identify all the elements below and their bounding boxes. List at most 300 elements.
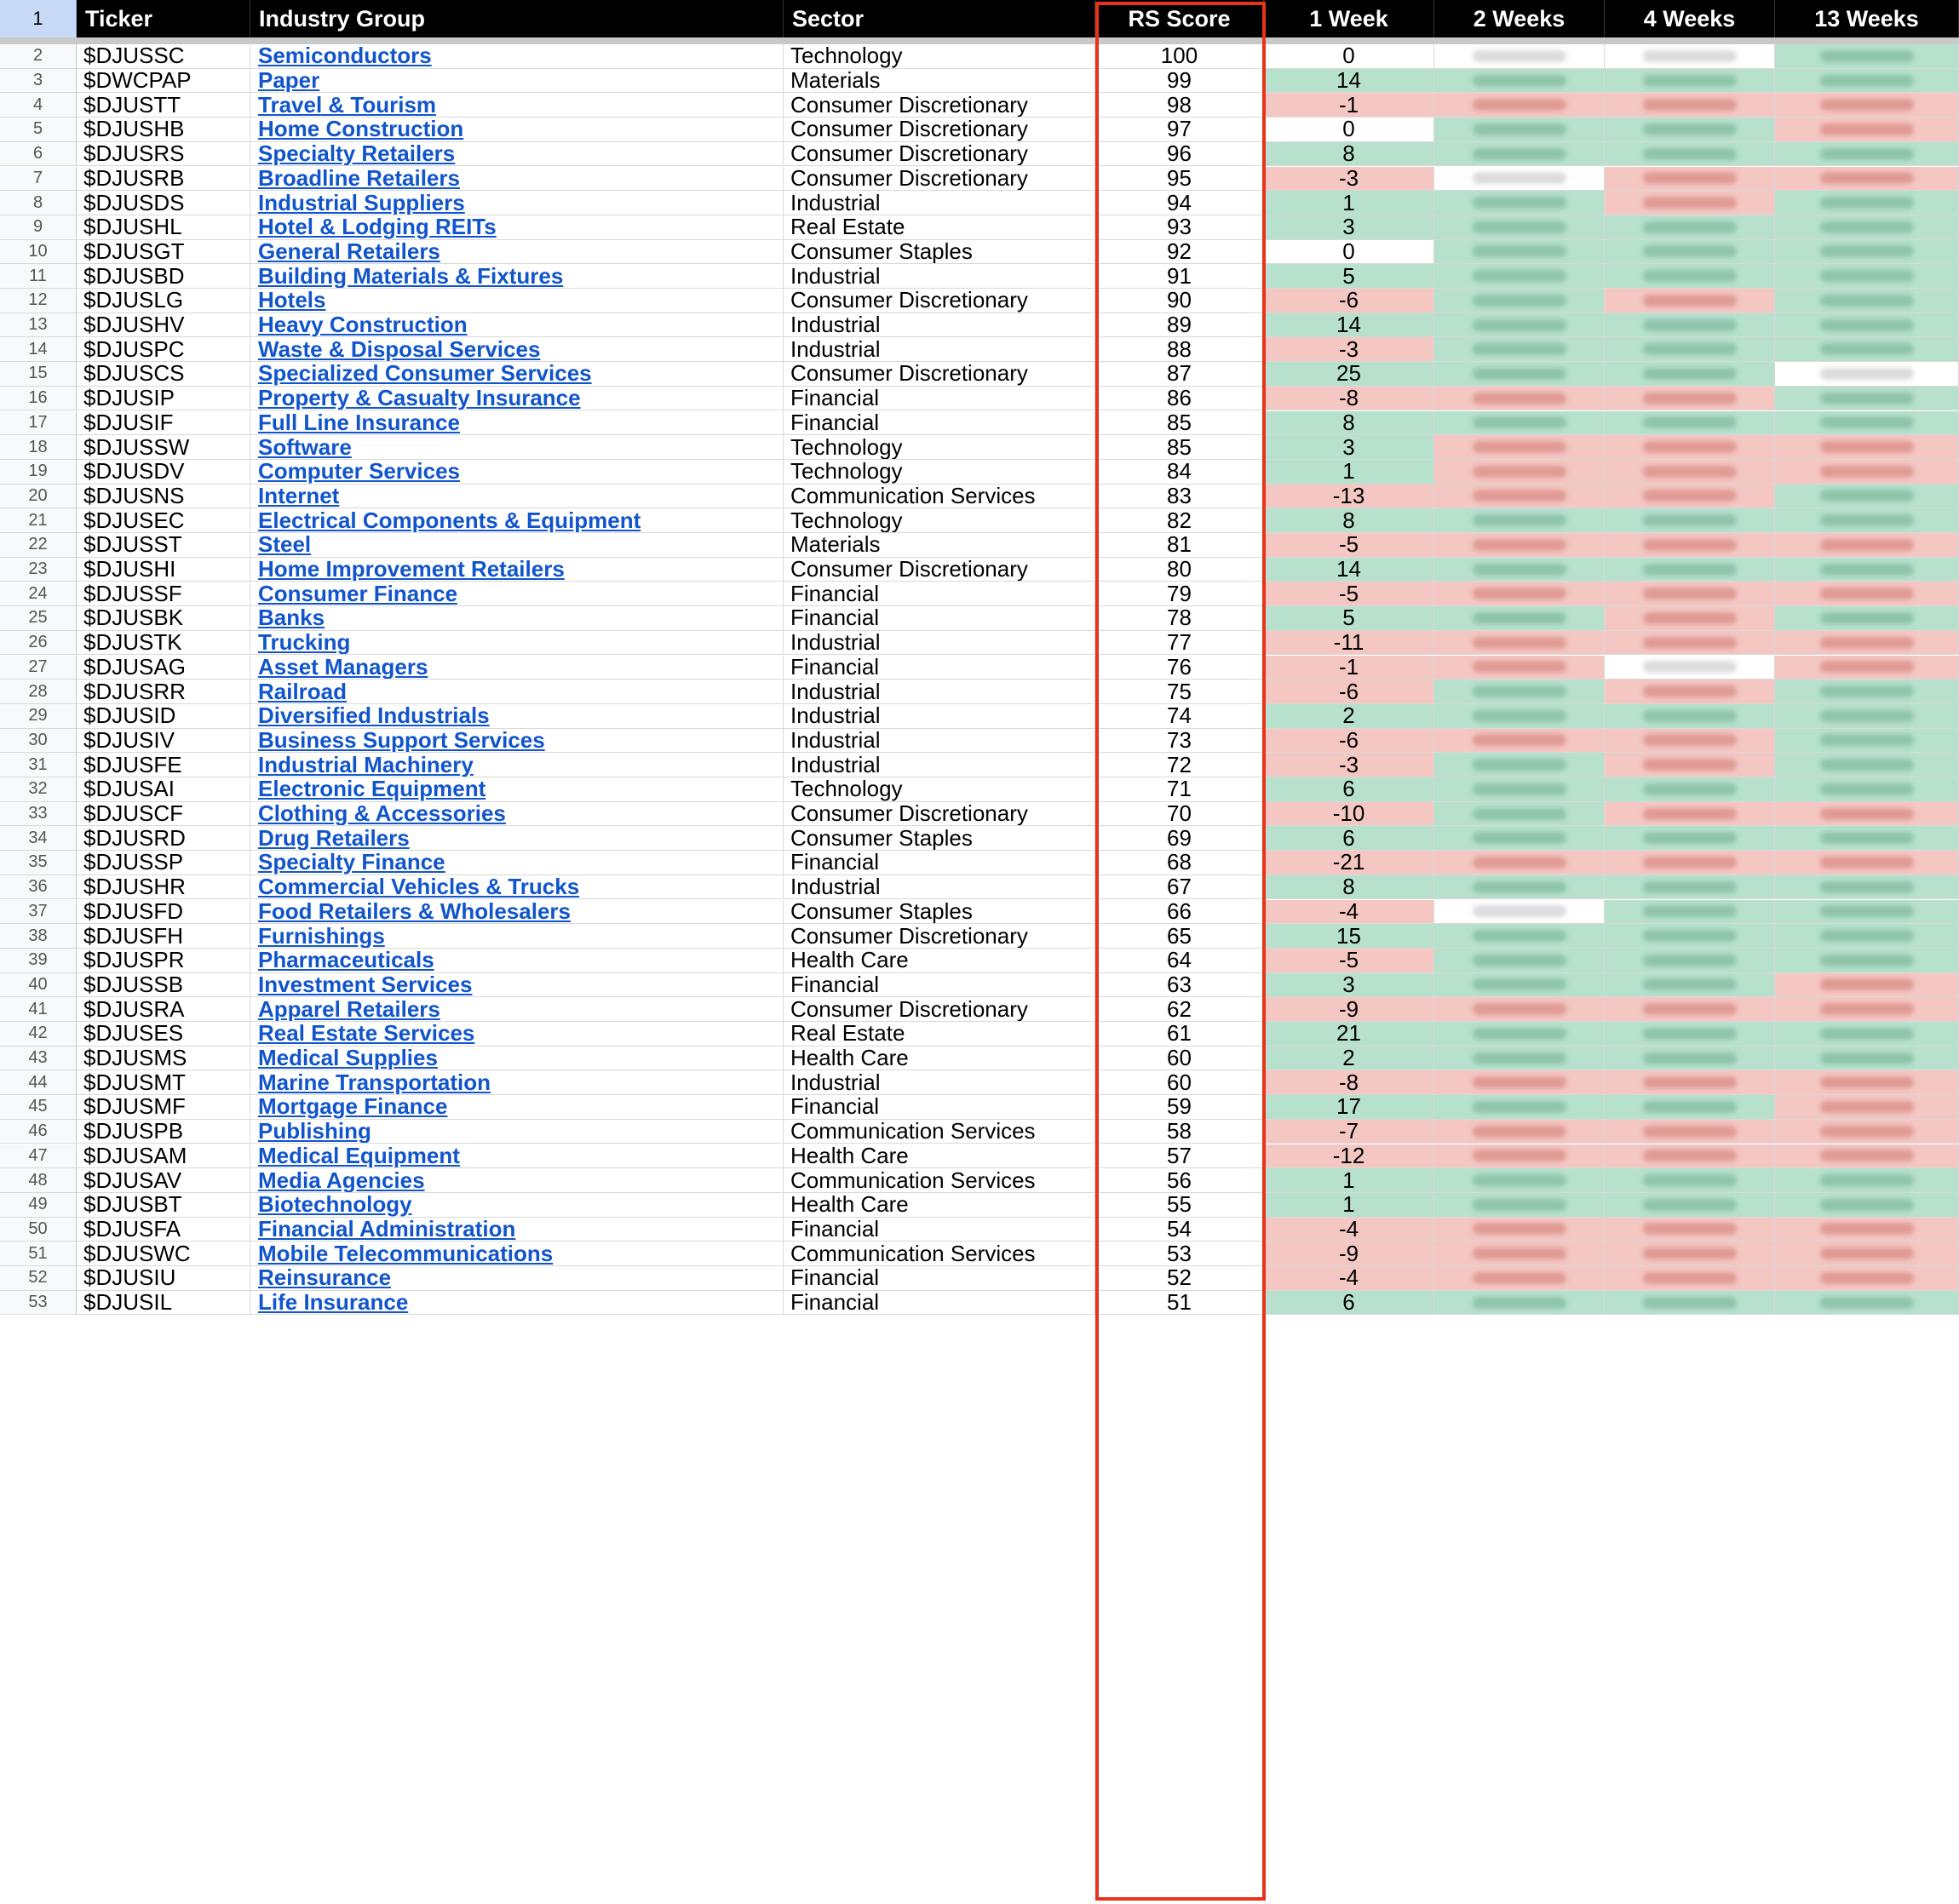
week2-change-cell[interactable] xyxy=(1434,191,1605,215)
row-number[interactable]: 15 xyxy=(0,362,77,387)
industry-group-cell[interactable] xyxy=(250,1047,784,1071)
ticker-cell[interactable]: $DJUSPB xyxy=(77,1120,250,1144)
industry-group-link[interactable]: Specialty Retailers xyxy=(258,141,456,167)
week13-change-cell[interactable] xyxy=(1775,606,1959,631)
column-header-2-weeks[interactable]: 2 Weeks xyxy=(1434,0,1605,37)
week2-change-cell[interactable] xyxy=(1434,704,1605,729)
week4-change-cell[interactable] xyxy=(1605,411,1775,436)
week1-change-cell[interactable]: 6 xyxy=(1264,826,1434,851)
industry-group-cell[interactable] xyxy=(250,802,784,827)
sector-cell[interactable]: Technology xyxy=(784,777,1095,802)
row-number[interactable]: 23 xyxy=(0,558,77,582)
industry-group-link[interactable]: Medical Equipment xyxy=(258,1144,460,1168)
week1-change-cell[interactable]: 2 xyxy=(1264,1047,1434,1071)
week2-change-cell[interactable] xyxy=(1434,93,1605,118)
week4-change-cell[interactable] xyxy=(1605,680,1775,704)
industry-group-cell[interactable] xyxy=(250,485,784,509)
industry-group-cell[interactable] xyxy=(250,656,784,680)
ticker-cell[interactable]: $DJUSHR xyxy=(77,875,250,900)
sector-cell[interactable]: Consumer Discretionary xyxy=(784,802,1095,827)
row-number[interactable]: 4 xyxy=(0,93,77,118)
ticker-cell[interactable]: $DJUSSW xyxy=(77,435,250,460)
rs-score-cell[interactable]: 56 xyxy=(1095,1168,1264,1193)
rs-score-cell[interactable]: 97 xyxy=(1095,118,1264,142)
column-header-sector[interactable]: Sector xyxy=(784,0,1095,37)
rs-score-cell[interactable]: 52 xyxy=(1095,1266,1264,1291)
week1-change-cell[interactable]: -13 xyxy=(1264,485,1434,509)
week1-change-cell[interactable]: -12 xyxy=(1264,1144,1434,1169)
week1-change-cell[interactable]: 3 xyxy=(1264,435,1434,460)
sector-cell[interactable]: Financial xyxy=(784,1095,1095,1120)
row-number[interactable]: 5 xyxy=(0,118,77,142)
week13-change-cell[interactable] xyxy=(1775,631,1959,656)
rs-score-cell[interactable]: 66 xyxy=(1095,900,1264,925)
sector-cell[interactable]: Consumer Discretionary xyxy=(784,118,1095,142)
industry-group-cell[interactable] xyxy=(250,826,784,851)
row-number[interactable]: 14 xyxy=(0,337,77,362)
week13-change-cell[interactable] xyxy=(1775,508,1959,533)
industry-group-cell[interactable] xyxy=(250,191,784,215)
sector-cell[interactable]: Health Care xyxy=(784,1193,1095,1218)
row-number[interactable]: 53 xyxy=(0,1291,77,1316)
week2-change-cell[interactable] xyxy=(1434,167,1605,192)
industry-group-link[interactable]: Railroad xyxy=(258,680,348,704)
industry-group-cell[interactable] xyxy=(250,1120,784,1144)
week13-change-cell[interactable] xyxy=(1775,1291,1959,1316)
week4-change-cell[interactable] xyxy=(1605,289,1775,313)
row-number[interactable]: 3 xyxy=(0,69,77,94)
week2-change-cell[interactable] xyxy=(1434,215,1605,240)
week1-change-cell[interactable]: -3 xyxy=(1264,167,1434,192)
sector-cell[interactable]: Financial xyxy=(784,973,1095,998)
industry-group-link[interactable]: Commercial Vehicles & Trucks xyxy=(258,875,580,900)
week2-change-cell[interactable] xyxy=(1434,337,1605,362)
week2-change-cell[interactable] xyxy=(1434,508,1605,533)
sector-cell[interactable]: Industrial xyxy=(784,1070,1095,1095)
week13-change-cell[interactable] xyxy=(1775,44,1959,69)
week4-change-cell[interactable] xyxy=(1605,215,1775,240)
week4-change-cell[interactable] xyxy=(1605,485,1775,509)
industry-group-cell[interactable] xyxy=(250,387,784,411)
sector-cell[interactable]: Industrial xyxy=(784,729,1095,754)
industry-group-cell[interactable] xyxy=(250,631,784,656)
week13-change-cell[interactable] xyxy=(1775,875,1959,900)
industry-group-cell[interactable] xyxy=(250,973,784,998)
industry-group-link[interactable]: General Retailers xyxy=(258,239,440,264)
column-header-industry-group[interactable]: Industry Group xyxy=(250,0,784,37)
ticker-cell[interactable]: $DJUSAI xyxy=(77,777,250,802)
industry-group-cell[interactable] xyxy=(250,289,784,313)
rs-score-cell[interactable]: 75 xyxy=(1095,680,1264,704)
week2-change-cell[interactable] xyxy=(1434,435,1605,460)
ticker-cell[interactable]: $DJUSPR xyxy=(77,949,250,973)
sector-cell[interactable]: Technology xyxy=(784,460,1095,485)
industry-group-cell[interactable] xyxy=(250,704,784,729)
row-number[interactable]: 30 xyxy=(0,729,77,754)
week13-change-cell[interactable] xyxy=(1775,411,1959,436)
industry-group-link[interactable]: Electronic Equipment xyxy=(258,777,486,802)
rs-score-cell[interactable]: 86 xyxy=(1095,387,1264,411)
industry-group-link[interactable]: Semiconductors xyxy=(258,44,432,69)
week1-change-cell[interactable]: -8 xyxy=(1264,1070,1434,1095)
week1-change-cell[interactable]: 6 xyxy=(1264,777,1434,802)
week4-change-cell[interactable] xyxy=(1605,362,1775,387)
industry-group-cell[interactable] xyxy=(250,949,784,973)
rs-score-cell[interactable]: 74 xyxy=(1095,704,1264,729)
row-number[interactable]: 37 xyxy=(0,900,77,925)
rs-score-cell[interactable]: 89 xyxy=(1095,313,1264,338)
row-number[interactable]: 50 xyxy=(0,1218,77,1242)
sector-cell[interactable]: Materials xyxy=(784,69,1095,94)
sector-cell[interactable]: Consumer Discretionary xyxy=(784,362,1095,387)
sector-cell[interactable]: Financial xyxy=(784,387,1095,411)
row-number[interactable]: 18 xyxy=(0,435,77,460)
week2-change-cell[interactable] xyxy=(1434,289,1605,313)
week1-change-cell[interactable]: 14 xyxy=(1264,313,1434,338)
week1-change-cell[interactable]: 0 xyxy=(1264,44,1434,69)
rs-score-cell[interactable]: 81 xyxy=(1095,533,1264,558)
industry-group-cell[interactable] xyxy=(250,606,784,631)
week4-change-cell[interactable] xyxy=(1605,606,1775,631)
sector-cell[interactable]: Industrial xyxy=(784,313,1095,338)
industry-group-link[interactable]: Travel & Tourism xyxy=(258,93,437,118)
ticker-cell[interactable]: $DJUSRR xyxy=(77,680,250,704)
sector-cell[interactable]: Consumer Staples xyxy=(784,240,1095,265)
industry-group-cell[interactable] xyxy=(250,313,784,338)
week4-change-cell[interactable] xyxy=(1605,851,1775,875)
week13-change-cell[interactable] xyxy=(1775,1095,1959,1120)
row-number[interactable]: 6 xyxy=(0,142,77,167)
week1-change-cell[interactable]: 1 xyxy=(1264,1168,1434,1193)
sector-cell[interactable]: Financial xyxy=(784,582,1095,606)
ticker-cell[interactable]: $DJUSAV xyxy=(77,1168,250,1193)
row-number[interactable]: 43 xyxy=(0,1047,77,1071)
row-number[interactable]: 13 xyxy=(0,313,77,338)
week2-change-cell[interactable] xyxy=(1434,1120,1605,1144)
row-number[interactable]: 7 xyxy=(0,167,77,192)
week1-change-cell[interactable]: 17 xyxy=(1264,1095,1434,1120)
week1-change-cell[interactable]: 6 xyxy=(1264,1291,1434,1316)
rs-score-cell[interactable]: 73 xyxy=(1095,729,1264,754)
ticker-cell[interactable]: $DJUSWC xyxy=(77,1242,250,1266)
sector-cell[interactable]: Consumer Discretionary xyxy=(784,289,1095,313)
week4-change-cell[interactable] xyxy=(1605,1070,1775,1095)
row-number[interactable]: 39 xyxy=(0,949,77,973)
week4-change-cell[interactable] xyxy=(1605,118,1775,142)
ticker-cell[interactable]: $DJUSRD xyxy=(77,826,250,851)
week13-change-cell[interactable] xyxy=(1775,729,1959,754)
sector-cell[interactable]: Communication Services xyxy=(784,1168,1095,1193)
row-number[interactable]: 17 xyxy=(0,411,77,436)
week1-change-cell[interactable]: -9 xyxy=(1264,997,1434,1022)
week1-change-cell[interactable]: -7 xyxy=(1264,1120,1434,1144)
rs-score-cell[interactable]: 83 xyxy=(1095,485,1264,509)
industry-group-link[interactable]: Medical Supplies xyxy=(258,1046,438,1071)
industry-group-cell[interactable] xyxy=(250,582,784,606)
ticker-cell[interactable]: $DJUSCS xyxy=(77,362,250,387)
rs-score-cell[interactable]: 72 xyxy=(1095,753,1264,777)
ticker-cell[interactable]: $DJUSFD xyxy=(77,900,250,925)
row-number[interactable]: 34 xyxy=(0,826,77,851)
sector-cell[interactable]: Consumer Staples xyxy=(784,900,1095,925)
week4-change-cell[interactable] xyxy=(1605,875,1775,900)
industry-group-cell[interactable] xyxy=(250,1168,784,1193)
industry-group-cell[interactable] xyxy=(250,118,784,142)
rs-score-cell[interactable]: 55 xyxy=(1095,1193,1264,1218)
rs-score-cell[interactable]: 70 xyxy=(1095,802,1264,827)
rs-score-cell[interactable]: 100 xyxy=(1095,44,1264,69)
week1-change-cell[interactable]: -9 xyxy=(1264,1242,1434,1266)
week13-change-cell[interactable] xyxy=(1775,264,1959,289)
week2-change-cell[interactable] xyxy=(1434,1095,1605,1120)
rs-score-cell[interactable]: 92 xyxy=(1095,240,1264,265)
industry-group-link[interactable]: Real Estate Services xyxy=(258,1022,475,1047)
row-number[interactable]: 8 xyxy=(0,191,77,215)
week4-change-cell[interactable] xyxy=(1605,949,1775,973)
industry-group-cell[interactable] xyxy=(250,1242,784,1266)
week13-change-cell[interactable] xyxy=(1775,1168,1959,1193)
week2-change-cell[interactable] xyxy=(1434,656,1605,680)
week13-change-cell[interactable] xyxy=(1775,142,1959,167)
industry-group-link[interactable]: Reinsurance xyxy=(258,1266,392,1291)
week2-change-cell[interactable] xyxy=(1434,411,1605,436)
row-number[interactable]: 49 xyxy=(0,1193,77,1218)
row-number[interactable]: 40 xyxy=(0,973,77,998)
week4-change-cell[interactable] xyxy=(1605,582,1775,606)
week13-change-cell[interactable] xyxy=(1775,1120,1959,1144)
week2-change-cell[interactable] xyxy=(1434,582,1605,606)
row-number[interactable]: 12 xyxy=(0,289,77,313)
week2-change-cell[interactable] xyxy=(1434,997,1605,1022)
industry-group-link[interactable]: Waste & Disposal Services xyxy=(258,337,541,362)
sector-cell[interactable]: Financial xyxy=(784,1266,1095,1291)
week4-change-cell[interactable] xyxy=(1605,924,1775,949)
ticker-cell[interactable]: $DJUSHV xyxy=(77,313,250,338)
week13-change-cell[interactable] xyxy=(1775,1070,1959,1095)
ticker-cell[interactable]: $DJUSFH xyxy=(77,924,250,949)
industry-group-cell[interactable] xyxy=(250,1266,784,1291)
sector-cell[interactable]: Industrial xyxy=(784,680,1095,704)
industry-group-cell[interactable] xyxy=(250,44,784,69)
week13-change-cell[interactable] xyxy=(1775,93,1959,118)
ticker-cell[interactable]: $DJUSLG xyxy=(77,289,250,313)
industry-group-cell[interactable] xyxy=(250,753,784,777)
industry-group-cell[interactable] xyxy=(250,997,784,1022)
week1-change-cell[interactable]: 14 xyxy=(1264,558,1434,582)
rs-score-cell[interactable]: 99 xyxy=(1095,69,1264,94)
week4-change-cell[interactable] xyxy=(1605,900,1775,925)
week13-change-cell[interactable] xyxy=(1775,289,1959,313)
week4-change-cell[interactable] xyxy=(1605,533,1775,558)
sector-cell[interactable]: Real Estate xyxy=(784,1022,1095,1047)
ticker-cell[interactable]: $DJUSMT xyxy=(77,1070,250,1095)
week4-change-cell[interactable] xyxy=(1605,729,1775,754)
ticker-cell[interactable]: $DJUSPC xyxy=(77,337,250,362)
industry-group-link[interactable]: Mobile Telecommunications xyxy=(258,1242,554,1266)
industry-group-link[interactable]: Internet xyxy=(258,484,340,508)
ticker-cell[interactable]: $DJUSST xyxy=(77,533,250,558)
week13-change-cell[interactable] xyxy=(1775,582,1959,606)
rs-score-cell[interactable]: 51 xyxy=(1095,1291,1264,1316)
row-number[interactable]: 33 xyxy=(0,802,77,827)
sector-cell[interactable]: Communication Services xyxy=(784,1242,1095,1266)
week2-change-cell[interactable] xyxy=(1434,362,1605,387)
ticker-cell[interactable]: $DJUSMS xyxy=(77,1047,250,1071)
industry-group-link[interactable]: Trucking xyxy=(258,630,351,656)
industry-group-link[interactable]: Specialty Finance xyxy=(258,851,445,875)
rs-score-cell[interactable]: 93 xyxy=(1095,215,1264,240)
sector-cell[interactable]: Technology xyxy=(784,508,1095,533)
week4-change-cell[interactable] xyxy=(1605,1193,1775,1218)
industry-group-link[interactable]: Publishing xyxy=(258,1119,371,1144)
week1-change-cell[interactable]: 25 xyxy=(1264,362,1434,387)
week2-change-cell[interactable] xyxy=(1434,118,1605,142)
industry-group-link[interactable]: Computer Services xyxy=(258,459,460,485)
row-number[interactable]: 48 xyxy=(0,1168,77,1193)
week4-change-cell[interactable] xyxy=(1605,387,1775,411)
row-number[interactable]: 44 xyxy=(0,1070,77,1095)
week4-change-cell[interactable] xyxy=(1605,337,1775,362)
week13-change-cell[interactable] xyxy=(1775,191,1959,215)
week4-change-cell[interactable] xyxy=(1605,1242,1775,1266)
ticker-cell[interactable]: $DJUSES xyxy=(77,1022,250,1047)
week2-change-cell[interactable] xyxy=(1434,142,1605,167)
week1-change-cell[interactable]: 8 xyxy=(1264,142,1434,167)
week1-change-cell[interactable]: -6 xyxy=(1264,289,1434,313)
row-number[interactable]: 26 xyxy=(0,631,77,656)
week2-change-cell[interactable] xyxy=(1434,387,1605,411)
week2-change-cell[interactable] xyxy=(1434,313,1605,338)
week13-change-cell[interactable] xyxy=(1775,387,1959,411)
row-number[interactable]: 28 xyxy=(0,680,77,704)
sector-cell[interactable]: Financial xyxy=(784,656,1095,680)
week13-change-cell[interactable] xyxy=(1775,118,1959,142)
week4-change-cell[interactable] xyxy=(1605,191,1775,215)
industry-group-cell[interactable] xyxy=(250,1218,784,1242)
week13-change-cell[interactable] xyxy=(1775,313,1959,338)
week4-change-cell[interactable] xyxy=(1605,802,1775,827)
week13-change-cell[interactable] xyxy=(1775,215,1959,240)
week13-change-cell[interactable] xyxy=(1775,1144,1959,1169)
week4-change-cell[interactable] xyxy=(1605,435,1775,460)
week1-change-cell[interactable]: -10 xyxy=(1264,802,1434,827)
ticker-cell[interactable]: $DJUSRA xyxy=(77,997,250,1022)
week4-change-cell[interactable] xyxy=(1605,264,1775,289)
industry-group-link[interactable]: Diversified Industrials xyxy=(258,703,490,729)
industry-group-link[interactable]: Industrial Suppliers xyxy=(258,191,465,215)
week4-change-cell[interactable] xyxy=(1605,558,1775,582)
week1-change-cell[interactable]: -4 xyxy=(1264,1266,1434,1291)
week13-change-cell[interactable] xyxy=(1775,362,1959,387)
week2-change-cell[interactable] xyxy=(1434,777,1605,802)
week1-change-cell[interactable]: -4 xyxy=(1264,900,1434,925)
week4-change-cell[interactable] xyxy=(1605,1022,1775,1047)
week2-change-cell[interactable] xyxy=(1434,851,1605,875)
week1-change-cell[interactable]: 1 xyxy=(1264,460,1434,485)
sector-cell[interactable]: Industrial xyxy=(784,631,1095,656)
ticker-cell[interactable]: $DJUSBT xyxy=(77,1193,250,1218)
week1-change-cell[interactable]: -11 xyxy=(1264,631,1434,656)
industry-group-link[interactable]: Paper xyxy=(258,68,320,94)
week4-change-cell[interactable] xyxy=(1605,44,1775,69)
industry-group-link[interactable]: Drug Retailers xyxy=(258,826,410,851)
week13-change-cell[interactable] xyxy=(1775,1242,1959,1266)
rs-score-cell[interactable]: 71 xyxy=(1095,777,1264,802)
sector-cell[interactable]: Consumer Discretionary xyxy=(784,93,1095,118)
ticker-cell[interactable]: $DJUSHB xyxy=(77,118,250,142)
week13-change-cell[interactable] xyxy=(1775,656,1959,680)
week1-change-cell[interactable]: 15 xyxy=(1264,924,1434,949)
ticker-cell[interactable]: $DJUSIL xyxy=(77,1291,250,1316)
sector-cell[interactable]: Materials xyxy=(784,533,1095,558)
industry-group-cell[interactable] xyxy=(250,142,784,167)
week1-change-cell[interactable]: 5 xyxy=(1264,264,1434,289)
sector-cell[interactable]: Financial xyxy=(784,606,1095,631)
week13-change-cell[interactable] xyxy=(1775,802,1959,827)
rs-score-cell[interactable]: 98 xyxy=(1095,93,1264,118)
rs-score-cell[interactable]: 68 xyxy=(1095,851,1264,875)
industry-group-link[interactable]: Building Materials & Fixtures xyxy=(258,264,564,289)
rs-score-cell[interactable]: 54 xyxy=(1095,1218,1264,1242)
week4-change-cell[interactable] xyxy=(1605,167,1775,192)
week4-change-cell[interactable] xyxy=(1605,1144,1775,1169)
row-number[interactable]: 42 xyxy=(0,1022,77,1047)
rs-score-cell[interactable]: 53 xyxy=(1095,1242,1264,1266)
industry-group-link[interactable]: Investment Services xyxy=(258,972,473,997)
row-number[interactable]: 24 xyxy=(0,582,77,606)
week2-change-cell[interactable] xyxy=(1434,1022,1605,1047)
industry-group-link[interactable]: Apparel Retailers xyxy=(258,997,440,1022)
industry-group-link[interactable]: Broadline Retailers xyxy=(258,166,460,191)
industry-group-cell[interactable] xyxy=(250,240,784,265)
week13-change-cell[interactable] xyxy=(1775,753,1959,777)
ticker-cell[interactable]: $DJUSTT xyxy=(77,93,250,118)
sector-cell[interactable]: Consumer Discretionary xyxy=(784,558,1095,582)
week2-change-cell[interactable] xyxy=(1434,264,1605,289)
industry-group-cell[interactable] xyxy=(250,435,784,460)
row-number[interactable]: 36 xyxy=(0,875,77,900)
row-number[interactable]: 29 xyxy=(0,704,77,729)
week2-change-cell[interactable] xyxy=(1434,1168,1605,1193)
rs-score-cell[interactable]: 63 xyxy=(1095,973,1264,998)
rs-score-cell[interactable]: 88 xyxy=(1095,337,1264,362)
rs-score-cell[interactable]: 96 xyxy=(1095,142,1264,167)
industry-group-cell[interactable] xyxy=(250,1144,784,1169)
week2-change-cell[interactable] xyxy=(1434,973,1605,998)
week2-change-cell[interactable] xyxy=(1434,485,1605,509)
week4-change-cell[interactable] xyxy=(1605,508,1775,533)
rs-score-cell[interactable]: 84 xyxy=(1095,460,1264,485)
week1-change-cell[interactable]: -3 xyxy=(1264,753,1434,777)
week4-change-cell[interactable] xyxy=(1605,656,1775,680)
week4-change-cell[interactable] xyxy=(1605,240,1775,265)
rs-score-cell[interactable]: 87 xyxy=(1095,362,1264,387)
rs-score-cell[interactable]: 94 xyxy=(1095,191,1264,215)
ticker-cell[interactable]: $DJUSDV xyxy=(77,460,250,485)
rs-score-cell[interactable]: 78 xyxy=(1095,606,1264,631)
week4-change-cell[interactable] xyxy=(1605,142,1775,167)
week1-change-cell[interactable]: 0 xyxy=(1264,118,1434,142)
ticker-cell[interactable]: $DJUSAM xyxy=(77,1144,250,1169)
rs-score-cell[interactable]: 61 xyxy=(1095,1022,1264,1047)
row-number[interactable]: 47 xyxy=(0,1144,77,1169)
row-number[interactable]: 16 xyxy=(0,387,77,411)
industry-group-cell[interactable] xyxy=(250,900,784,925)
column-header-ticker[interactable]: Ticker xyxy=(77,0,250,37)
week1-change-cell[interactable]: 8 xyxy=(1264,411,1434,436)
rs-score-cell[interactable]: 60 xyxy=(1095,1070,1264,1095)
week2-change-cell[interactable] xyxy=(1434,802,1605,827)
